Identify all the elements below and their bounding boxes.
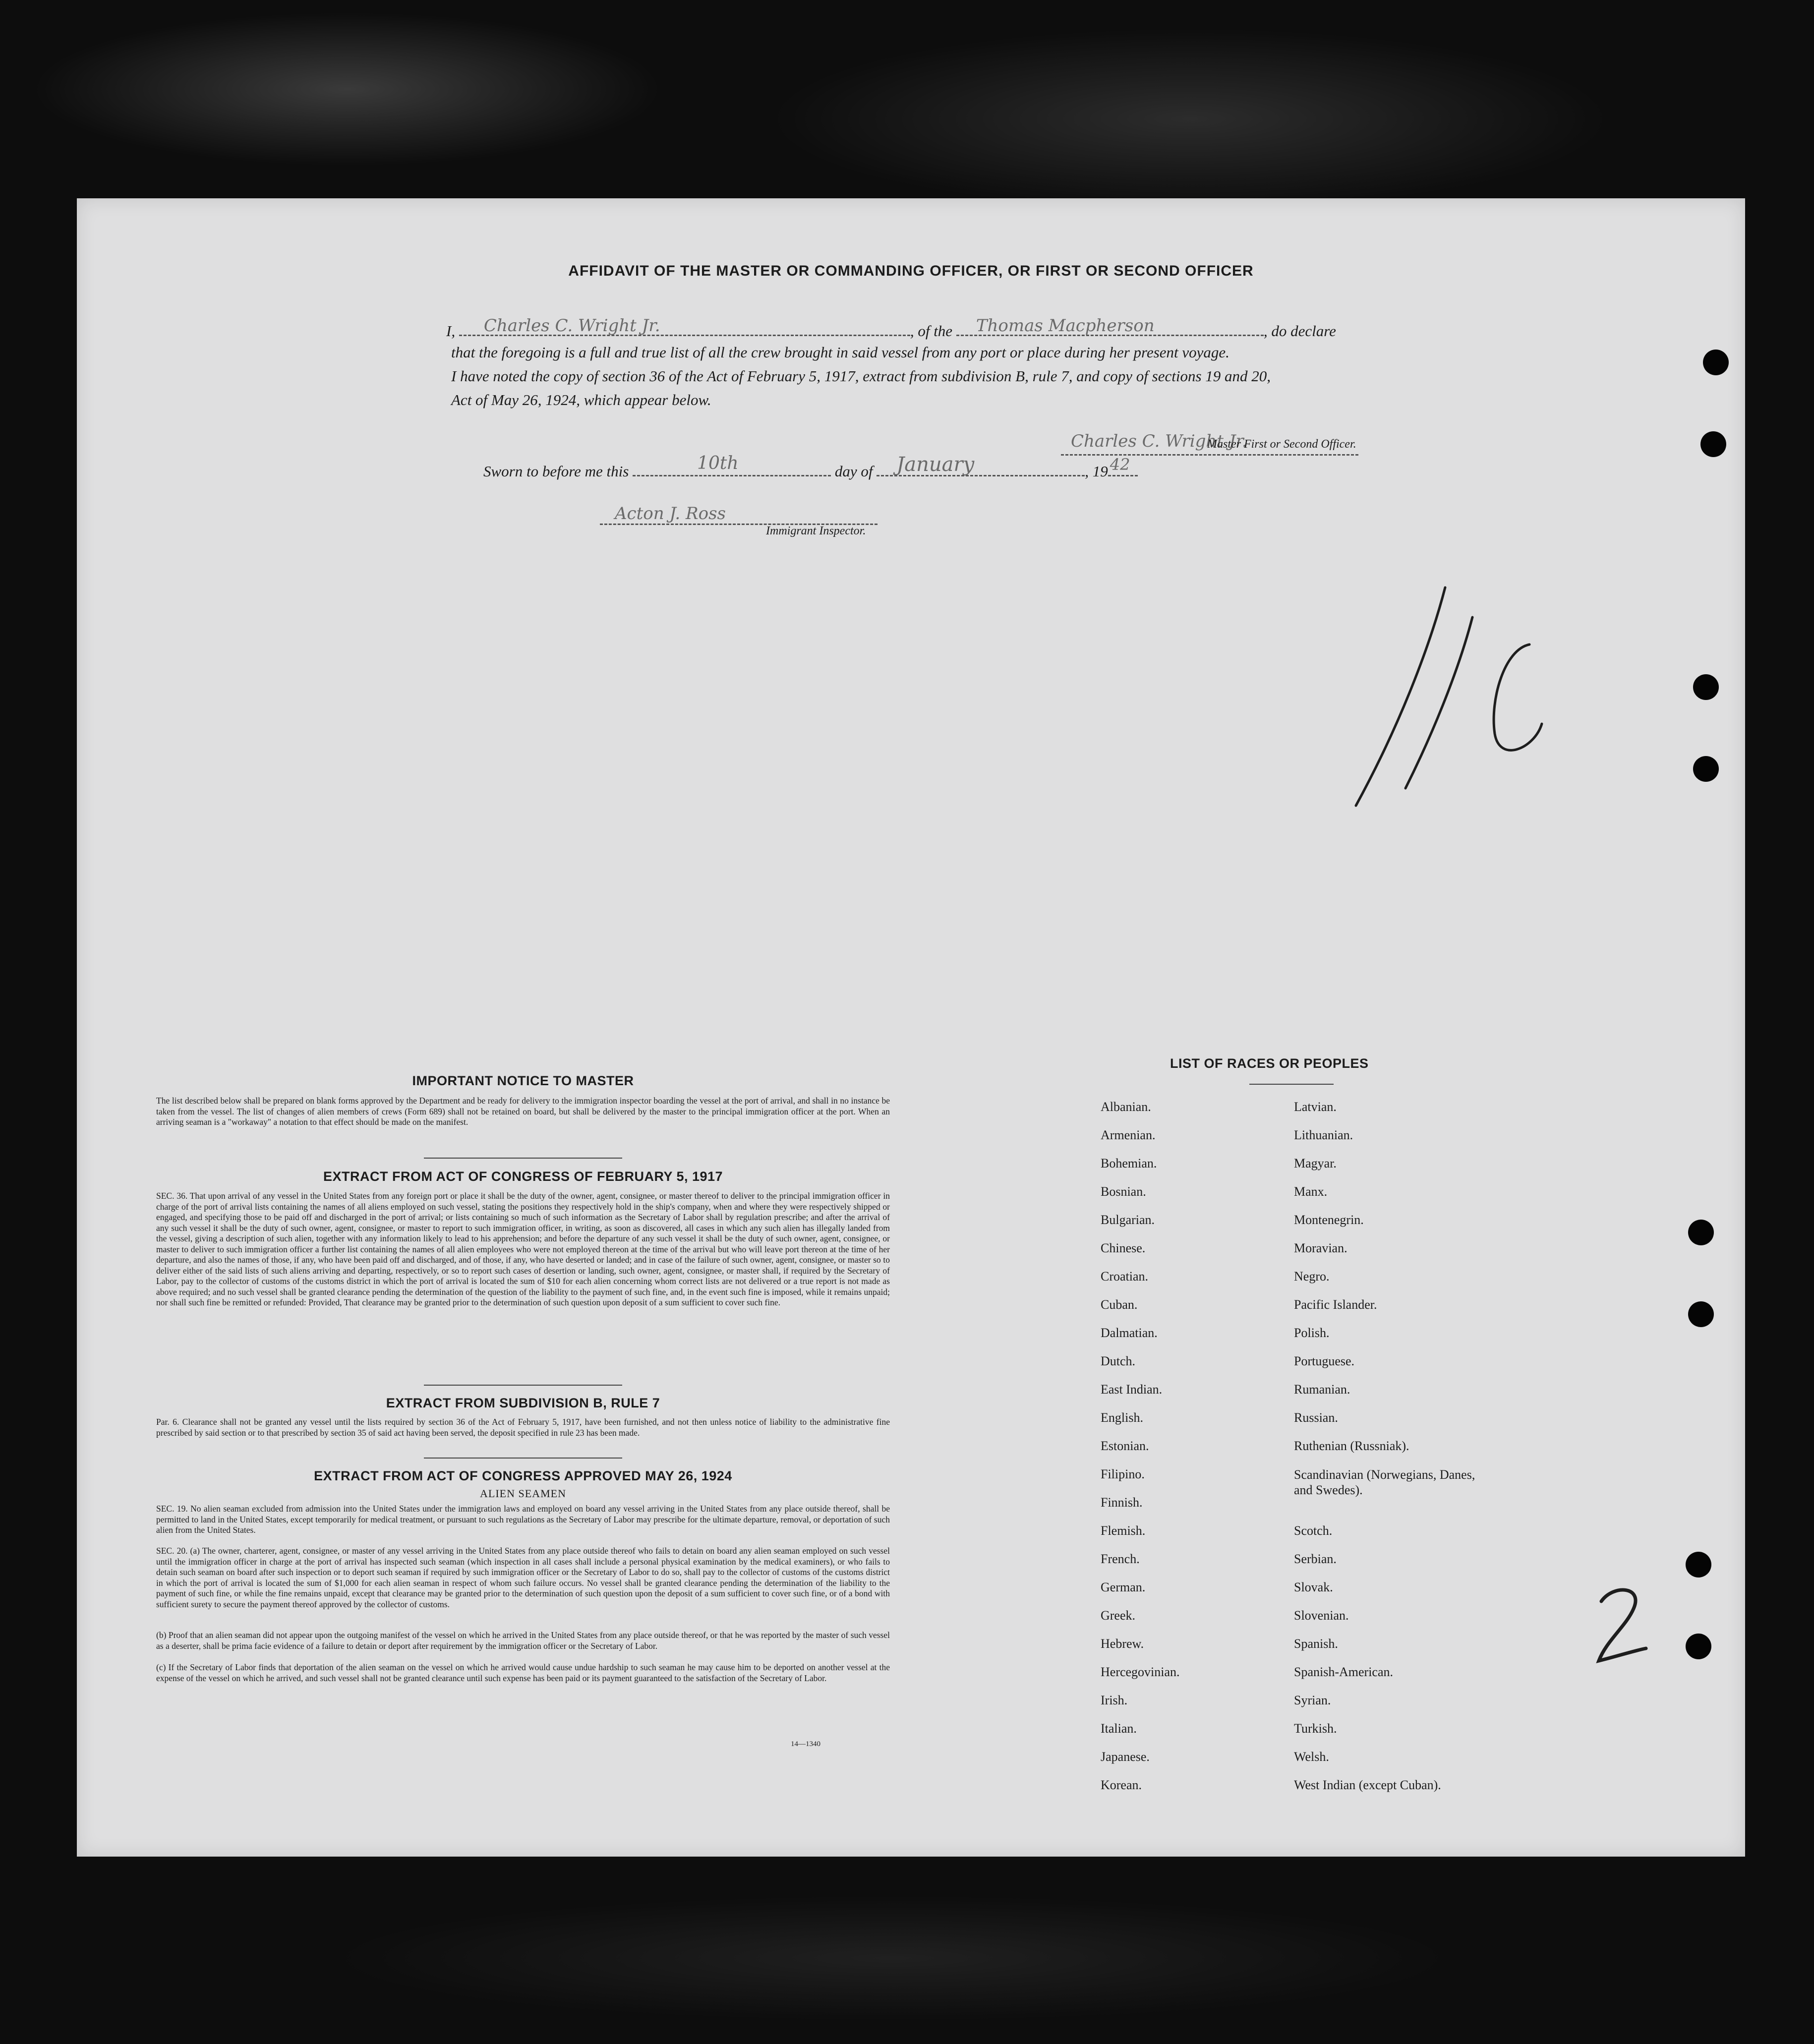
section-20a-text: SEC. 20. (a) The owner, charterer, agent, consignee, or master of any vessel arriving in the United States from any place outside thereof who fails to detain on board any alien seaman employed on such vessel until the immigration officer in charge at the port of arrival has inspected such seaman (which inspection in all cases shall include a personal physical examination by the medical examiners), or who fails to detain such seaman on board after such inspection or to deport such seaman if required by such immigration officer or the Secretary of Labor to do so, shall pay to the collector of customs of the customs district in which the port of arrival is located the sum of $1,000 for each alien seaman in respect of whom such failure occurs. No vessel shall be granted clearance pending the determination of the liability to the payment of such fine, or while the fine remains unpaid, except that clearance may be granted prior to the determination of such question upon the deposit of a sum sufficient to cover such fine, or of a bond with sufficient surety to secure the payment thereof approved by the collector of customs. bbox=[156, 1546, 890, 1609]
race-item-right: Polish. bbox=[1294, 1326, 1330, 1340]
rule-7-text: Par. 6. Clearance shall not be granted any vessel until the lists required by section 36 of the Act of February 5, 1917, have been furnished, and not then unless notice of liability to the administrative fine prescribed by said section or to that prescribed by section 35 of said act having been served, the deposit specified in rule 23 has been made. bbox=[156, 1417, 890, 1438]
race-item-left: Hebrew. bbox=[1101, 1636, 1144, 1651]
divider bbox=[1249, 1084, 1334, 1085]
race-item-left: Cuban. bbox=[1101, 1297, 1138, 1312]
race-item-left: Finnish. bbox=[1101, 1495, 1143, 1510]
master-signature: Charles C. Wright Jr. bbox=[1071, 431, 1247, 451]
document-sheet bbox=[77, 198, 1745, 1857]
punch-hole bbox=[1693, 756, 1719, 782]
rule-7-title: EXTRACT FROM SUBDIVISION B, RULE 7 bbox=[386, 1396, 660, 1410]
captain-name-field bbox=[459, 316, 910, 336]
race-item-left: German. bbox=[1101, 1580, 1146, 1594]
punch-hole bbox=[1693, 674, 1719, 700]
section-20b-text: (b) Proof that an alien seaman did not appear upon the outgoing manifest of the vessel on which he arrived in the United States from any place outside thereof, or that he was reported by the master of such vessel as a deserter, shall be prima facie evidence of a failure to detain or deport after requirement by the immigration officer or the Secretary of Labor. bbox=[156, 1630, 890, 1651]
races-title: LIST OF RACES OR PEOPLES bbox=[1170, 1056, 1369, 1071]
sworn-day-field bbox=[633, 453, 831, 476]
race-item-right: Spanish. bbox=[1294, 1636, 1338, 1651]
punch-hole bbox=[1688, 1301, 1714, 1327]
race-item-right: Pacific Islander. bbox=[1294, 1297, 1377, 1312]
race-item-left: Dutch. bbox=[1101, 1354, 1136, 1368]
race-item-right: Slovak. bbox=[1294, 1580, 1333, 1594]
affidavit-line-2: that the foregoing is a full and true list of all the crew brought in said vessel from any port or place during her present voyage. bbox=[451, 344, 1229, 361]
sworn-line: Sworn to before me this 10th day of January , 19 42 bbox=[483, 460, 1138, 480]
punch-hole bbox=[1700, 431, 1726, 457]
vessel-name-handwriting: Thomas Macpherson bbox=[976, 316, 1155, 336]
race-item-left: Dalmatian. bbox=[1101, 1326, 1158, 1340]
affidavit-line-3: I have noted the copy of section 36 of the Act of February 5, 1917, extract from subdivision B, rule 7, and copy of sections 19 and 20, bbox=[451, 367, 1271, 385]
race-item-right: Montenegrin. bbox=[1294, 1213, 1364, 1227]
race-item-right: Portuguese. bbox=[1294, 1354, 1355, 1368]
punch-hole bbox=[1686, 1552, 1711, 1577]
extract-1917-title: EXTRACT FROM ACT OF CONGRESS OF FEBRUARY 5, 1917 bbox=[323, 1169, 723, 1184]
race-item-left: Bulgarian. bbox=[1101, 1213, 1155, 1227]
race-item-left: Irish. bbox=[1101, 1693, 1128, 1707]
race-item-right: Latvian. bbox=[1294, 1100, 1337, 1114]
race-item-right: Scandinavian (Norwegians, Danes, and Swedes). bbox=[1294, 1467, 1475, 1497]
fraction-annotation bbox=[1346, 575, 1559, 813]
affidavit-line-4: Act of May 26, 1924, which appear below. bbox=[451, 391, 711, 409]
race-item-left: Filipino. bbox=[1101, 1467, 1145, 1481]
punch-hole bbox=[1686, 1634, 1711, 1659]
race-item-left: Croatian. bbox=[1101, 1269, 1149, 1284]
race-item-left: Chinese. bbox=[1101, 1241, 1146, 1255]
race-item-right: Moravian. bbox=[1294, 1241, 1347, 1255]
punch-hole bbox=[1703, 350, 1729, 375]
sworn-year-field bbox=[1108, 455, 1138, 476]
extract-1917-text: SEC. 36. That upon arrival of any vessel in the United States from any foreign port or place it shall be the duty of the owner, agent, consignee, or master thereof to deliver to the principal immigration officer in charge of the port of arrival lists containing the names of all aliens employed on such vessel, stating the positions they respectively hold in the ship's company, when and where they were respectively shipped or engaged, and specifying those to be paid off and discharged in the port of arrival; or lists containing so much of such information as the Secretary of Labor shall by regulation prescribe; and after the arrival of any such vessel it shall be the duty of such owner, agent, consignee, or master to report to such immigration officer, in writing, as soon as discovered, all cases in which any such alien has illegally landed from the vessel, giving a description of such alien, together with any information likely to lead to his apprehension; and before the departure of any such vessel it shall be the duty of such owner, agent, consignee, or master to deliver to such immigration officer a further list containing the names of all alien employees who were not employed thereon at the time of the arrival but who will leave port thereon at the time of her departure, and also the names of those, if any, who have been paid off and discharged, and of those, if any, who have deserted or landed; and in case of the failure of such owner, agent, consignee, or master so to deliver either of the said lists of such aliens arriving and departing, respectively, or so to report such cases of desertion or landing, such owner, agent, consignee, or master shall, if required by the Secretary of Labor, pay to the collector of customs of the customs district in which the port of arrival is located the sum of $10 for each alien concerning whom correct lists are not delivered or a true report is not made as above required; and no such vessel shall be granted clearance pending the determination of the question of the liability to the payment of such fine, and, in the event such fine is imposed, while it remains unpaid; nor shall such fine be remitted or refunded: Provided, That clearance may be granted prior to the determination of such question upon deposit of a sum sufficient to cover such fine. bbox=[156, 1191, 890, 1307]
affidavit-line-1: I, Charles C. Wright Jr. , of the Thomas Macpherson , do declare bbox=[446, 316, 1336, 340]
master-signature-caption: Master First or Second Officer. bbox=[1207, 438, 1356, 451]
inspector-caption: Immigrant Inspector. bbox=[766, 525, 866, 537]
race-item-right: Lithuanian. bbox=[1294, 1128, 1353, 1142]
notice-text: The list described below shall be prepared on blank forms approved by the Department and be ready for delivery to the immigration inspector boarding the vessel at the port of arrival, and shall in no instance be taken from the vessel. The list of changes of alien members of crews (Form 689) shall not be retained on board, but shall be delivered by the master to the principal immigration officer at the port. When an arriving seaman is a "workaway" a notation to that effect should be made on the manifest. bbox=[156, 1096, 890, 1127]
race-item-right: Magyar. bbox=[1294, 1156, 1337, 1170]
divider bbox=[424, 1458, 622, 1459]
race-item-right: Russian. bbox=[1294, 1410, 1338, 1425]
race-item-left: East Indian. bbox=[1101, 1382, 1163, 1397]
alien-seamen-subtitle: ALIEN SEAMEN bbox=[480, 1487, 566, 1500]
form-number: 14—1340 bbox=[791, 1740, 820, 1748]
race-item-right: Scotch. bbox=[1294, 1523, 1333, 1538]
affidavit-title: AFFIDAVIT OF THE MASTER OR COMMANDING OFFICER, OR FIRST OR SECOND OFFICER bbox=[568, 263, 1254, 279]
vessel-name-field bbox=[956, 316, 1264, 336]
race-item-left: Estonian. bbox=[1101, 1439, 1149, 1453]
race-item-right: West Indian (except Cuban). bbox=[1294, 1778, 1441, 1792]
race-item-left: Japanese. bbox=[1101, 1750, 1150, 1764]
sworn-month-handwriting: January bbox=[896, 453, 975, 476]
divider bbox=[424, 1158, 622, 1159]
sworn-month-field bbox=[877, 453, 1085, 476]
race-item-right: Ruthenian (Russniak). bbox=[1294, 1439, 1409, 1453]
page-number-annotation bbox=[1584, 1581, 1653, 1666]
race-item-right: Spanish-American. bbox=[1294, 1665, 1394, 1679]
race-item-left: Korean. bbox=[1101, 1778, 1142, 1792]
race-item-left: Armenian. bbox=[1101, 1128, 1156, 1142]
race-item-left: Bosnian. bbox=[1101, 1184, 1146, 1199]
inspector-signature: Acton J. Ross bbox=[615, 504, 726, 524]
race-item-left: Bohemian. bbox=[1101, 1156, 1157, 1170]
race-item-left: English. bbox=[1101, 1410, 1143, 1425]
sworn-day-handwriting: 10th bbox=[697, 453, 739, 473]
race-item-left: Greek. bbox=[1101, 1608, 1136, 1623]
divider bbox=[424, 1385, 622, 1386]
race-item-right: Rumanian. bbox=[1294, 1382, 1350, 1397]
race-item-left: Albanian. bbox=[1101, 1100, 1151, 1114]
race-item-left: Italian. bbox=[1101, 1721, 1137, 1736]
race-item-right: Serbian. bbox=[1294, 1552, 1337, 1566]
race-item-right: Negro. bbox=[1294, 1269, 1330, 1284]
race-item-left: French. bbox=[1101, 1552, 1140, 1566]
section-19-text: SEC. 19. No alien seaman excluded from admission into the United States under the immigration laws and employed on board any vessel arriving in the United States from any place outside thereof, shall be permitted to land in the United States, except temporarily for medical treatment, or pursuant to such regulations as the Secretary of Labor may prescribe for the ultimate departure, removal, or deportation of such alien from the United States. bbox=[156, 1504, 890, 1535]
captain-name-handwriting: Charles C. Wright Jr. bbox=[483, 316, 660, 336]
section-20c-text: (c) If the Secretary of Labor finds that deportation of the alien seaman on the vessel on which he arrived would cause undue hardship to such seaman he may cause him to be deported on another vessel at the expense of the vessel on which he arrived, and such vessel shall not be granted clearance until such expense has been paid or its payment guaranteed to the satisfaction of the Secretary of Labor. bbox=[156, 1662, 890, 1683]
race-item-right: Manx. bbox=[1294, 1184, 1328, 1199]
race-item-left: Flemish. bbox=[1101, 1523, 1146, 1538]
race-item-left: Hercegovinian. bbox=[1101, 1665, 1180, 1679]
race-item-right: Turkish. bbox=[1294, 1721, 1337, 1736]
race-item-right: Syrian. bbox=[1294, 1693, 1331, 1707]
notice-title: IMPORTANT NOTICE TO MASTER bbox=[412, 1073, 634, 1088]
extract-1924-title: EXTRACT FROM ACT OF CONGRESS APPROVED MAY 26, 1924 bbox=[314, 1468, 732, 1483]
race-item-right: Slovenian. bbox=[1294, 1608, 1349, 1623]
race-item-right: Welsh. bbox=[1294, 1750, 1329, 1764]
sworn-year-handwriting: 42 bbox=[1110, 455, 1130, 474]
punch-hole bbox=[1688, 1220, 1714, 1245]
inspector-signature-line bbox=[600, 504, 878, 525]
